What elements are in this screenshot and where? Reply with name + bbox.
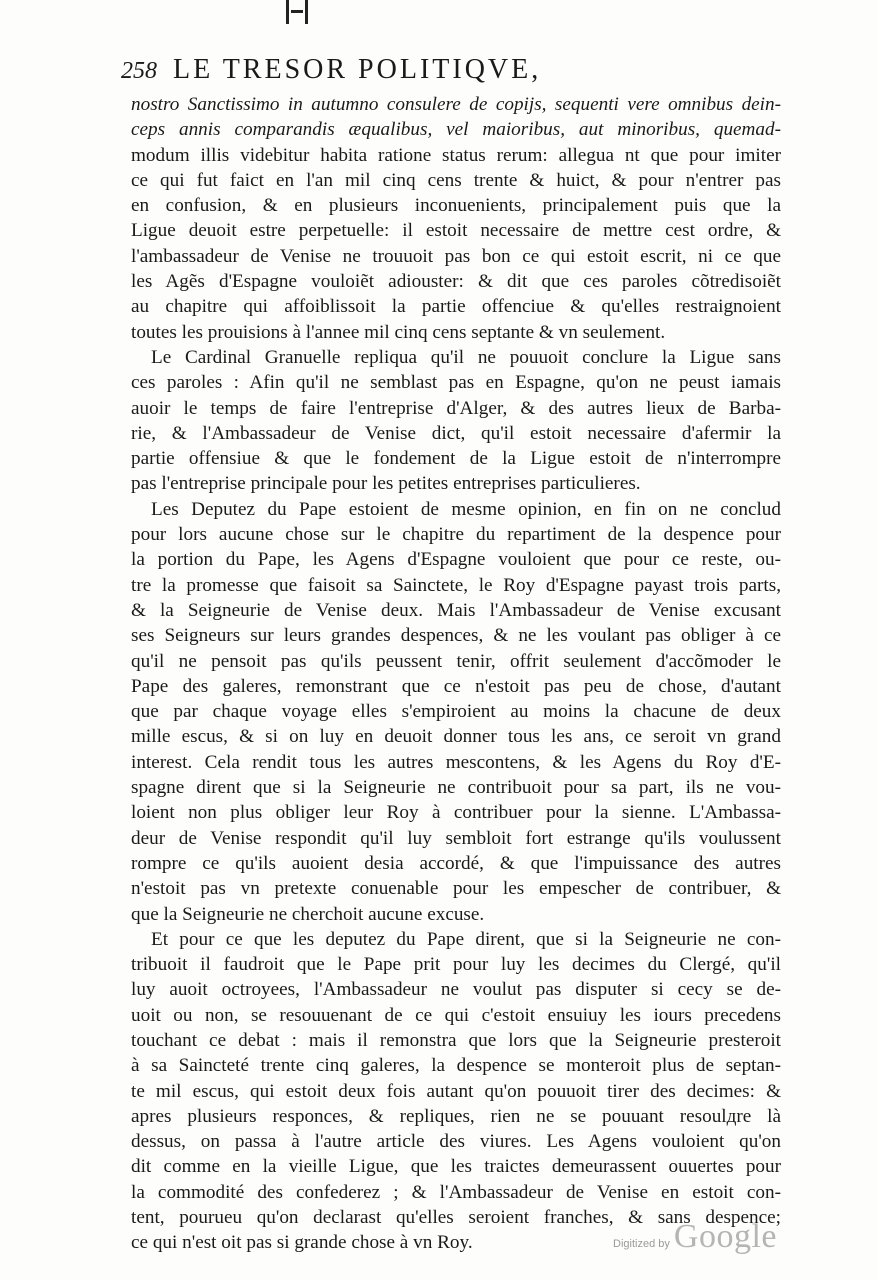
page-header bbox=[121, 50, 761, 90]
text-line: ses Seigneurs sur leurs grandes despences, & ne les voulant pas obliger à ce bbox=[131, 625, 781, 647]
binding-mark bbox=[286, 0, 308, 24]
running-title: LE TRESOR POLITIQVE, bbox=[173, 54, 542, 85]
text-line: te mil escus, qui estoit deux fois autant qu'on pouuoit tirer des decimes: & bbox=[131, 1080, 781, 1102]
text-line: en confusion, & en plusieurs inconuenients, principalement puis que la bbox=[131, 195, 781, 217]
text-line: Pape des galeres, remonstrant que ce n'estoit pas peu de chose, d'autant bbox=[131, 675, 781, 697]
text-line: ceps annis comparandis æqualibus, vel maioribus, aut minoribus, quemad- bbox=[131, 119, 781, 141]
text-line: les Agẽs d'Espagne vouloiẽt adiouster: & dit que ces paroles cõtredisoiẽt bbox=[131, 271, 781, 293]
text-line: Et pour ce que les deputez du Pape dirent, que si la Seigneurie ne con- bbox=[151, 928, 781, 950]
text-line: mille escus, & si on luy en deuoit donner tous les ans, ce seroit vn grand bbox=[131, 726, 781, 748]
text-line: n'estoit pas vn pretexte conuenable pour les empescher de contribuer, & bbox=[131, 878, 781, 900]
text-line: & la Seigneurie de Venise deux. Mais l'Ambassadeur de Venise excusant bbox=[131, 599, 781, 621]
text-line: Les Deputez du Pape estoient de mesme opinion, en fin on ne conclud bbox=[151, 498, 781, 520]
text-line: tent, pourueu qu'on declarast qu'elles seroient franches, & sans despence; bbox=[131, 1207, 781, 1229]
text-line: luy auoit octroyees, l'Ambassadeur ne voulut pas disputer si cecy se de- bbox=[131, 979, 781, 1001]
text-line: la portion du Pape, les Agens d'Espagne vouloient que pour ce reste, ou- bbox=[131, 549, 781, 571]
text-line: ces paroles : Afin qu'il ne semblast pas en Espagne, qu'on ne peust iamais bbox=[131, 372, 781, 394]
page-number: 258 bbox=[121, 58, 157, 84]
text-line: la commodité des confederez ; & l'Ambassadeur de Venise en estoit con- bbox=[131, 1181, 781, 1203]
digitized-footer bbox=[613, 1218, 777, 1256]
text-line: que la Seigneurie ne cherchoit aucune excuse. bbox=[131, 903, 485, 925]
digitized-label: Digitized by bbox=[613, 1238, 670, 1250]
text-line: rie, & l'Ambassadeur de Venise dict, qu'il estoit necessaire d'afermir la bbox=[131, 422, 781, 444]
text-line: dessus, on passa à l'autre article des viures. Les Agens vouloient qu'on bbox=[131, 1131, 781, 1153]
text-line: au chapitre qui affoiblissoit la partie offenciue & qu'elles restraignoient bbox=[131, 296, 781, 318]
text-line: pour lors aucune chose sur le chapitre du repartiment de la despence pour bbox=[131, 524, 781, 546]
text-line: l'ambassadeur de Venise ne trouuoit pas bon ce qui estoit escrit, ni ce que bbox=[131, 245, 781, 267]
text-line: modum illis videbitur habita ratione status rerum: allegua nt que pour imiter bbox=[131, 144, 781, 166]
google-logo: Google bbox=[673, 1218, 777, 1255]
text-line: dit comme en la vieille Ligue, que les traictes demeurassent ouuertes pour bbox=[131, 1156, 781, 1178]
text-line: qu'il ne pensoit pas qu'ils peussent tenir, offrit seulement d'accõmoder le bbox=[131, 650, 781, 672]
text-line: touchant ce debat : mais il remonstra que lors que la Seigneurie presteroit bbox=[131, 1029, 781, 1051]
text-line: que par chaque voyage elles s'empiroient au moins la chacune de deux bbox=[131, 701, 781, 723]
text-line: auoir le temps de faire l'entreprise d'Alger, & des autres lieux de Barba- bbox=[131, 397, 781, 419]
text-line: loient non plus obliger leur Roy à contribuer pour la sienne. L'Ambassa- bbox=[131, 802, 781, 824]
text-line: apres plusieurs responces, & repliques, rien ne se pouuant resoulдre là bbox=[131, 1105, 781, 1127]
text-line: pas l'entreprise principale pour les petites entreprises particulieres. bbox=[131, 473, 641, 495]
text-line: uoit ou non, se resouuenant de ce qui c'estoit ensuiuy les iours precedens bbox=[131, 1004, 781, 1026]
text-line: nostro Sanctissimo in autumno consulere de copijs, sequenti vere omnibus dein- bbox=[131, 94, 781, 115]
text-line: Ligue deuoit estre perpetuelle: il estoit necessaire de mettre cest ordre, & bbox=[131, 220, 781, 242]
text-line: rompre ce qu'ils auoient desia accordé, & que l'impuissance des autres bbox=[131, 852, 781, 874]
text-line: à sa Saincteté trente cinq galeres, la despence se monteroit plus de septan- bbox=[131, 1055, 781, 1077]
text-line: deur de Venise respondit qu'il luy sembloit fort estrange qu'ils voulussent bbox=[131, 827, 781, 849]
text-line: Le Cardinal Granuelle repliqua qu'il ne pouuoit conclure la Ligue sans bbox=[151, 346, 781, 368]
text-line: interest. Cela rendit tous les autres mescontens, & les Agens du Roy d'E- bbox=[131, 751, 781, 773]
text-line: partie offensiue & que le fondement de la Ligue estoit de n'interrompre bbox=[131, 448, 781, 470]
text-line: tribuoit il faudroit que le Pape prit pour luy les decimes du Clergé, qu'il bbox=[131, 954, 781, 976]
text-line: ce qui fut faict en l'an mil cinq cens trente & huict, & pour n'entrer pas bbox=[131, 169, 781, 191]
text-line: tre la promesse que faisoit sa Sainctete, le Roy d'Espagne payast trois parts, bbox=[131, 574, 781, 596]
text-line: spagne dirent que si la Seigneurie ne contribuoit pour sa part, ils ne vou- bbox=[131, 777, 781, 799]
body-text bbox=[131, 92, 781, 1256]
text-line: ce qui n'est oit pas si grande chose à vn Roy. bbox=[131, 1232, 473, 1254]
text-line: toutes les prouisions à l'annee mil cinq cens septante & vn seulement. bbox=[131, 321, 666, 343]
